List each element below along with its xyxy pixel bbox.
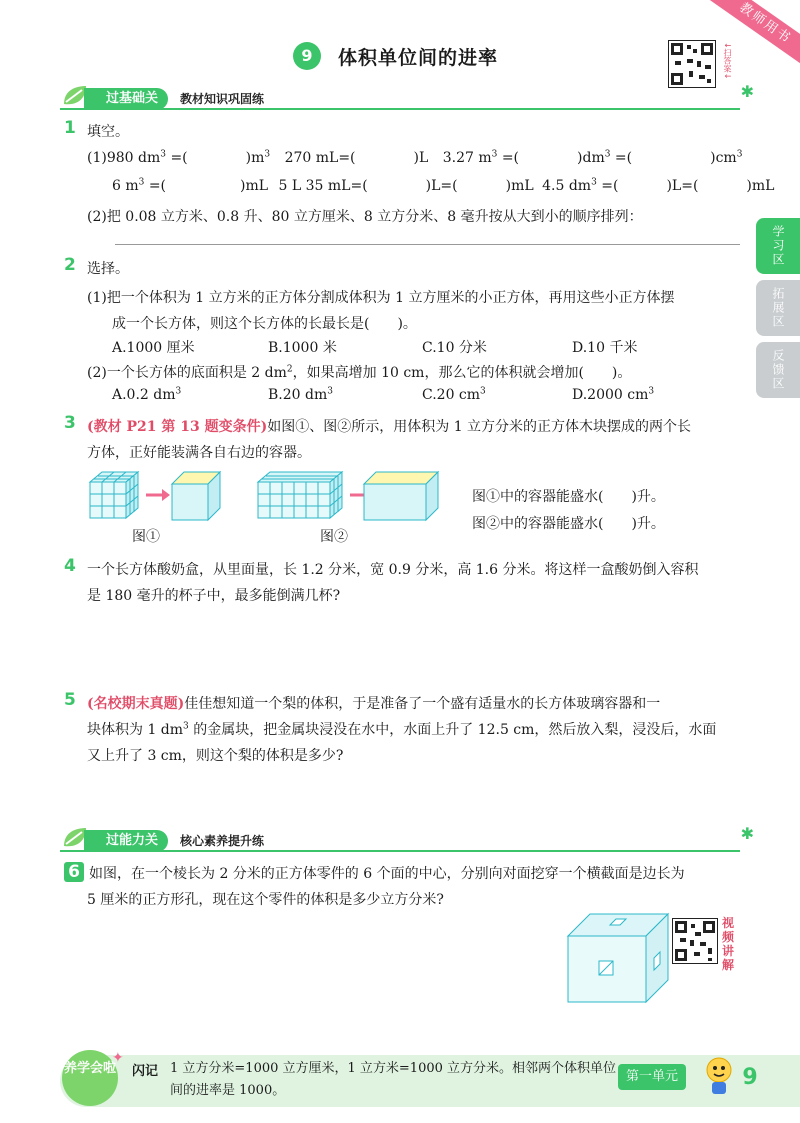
question-number-6: 6 bbox=[64, 862, 84, 882]
star-icon: ✱ bbox=[740, 82, 754, 101]
option-2b[interactable]: B.20 $dm^3$ bbox=[268, 386, 333, 403]
section-basic-bar bbox=[60, 82, 754, 110]
question-5-text-cont: 块体积为 1 $dm^3$ 的金属块，把金属块浸没在水中，水面上升了 12.5 cm，然后放入梨，浸没后，水面 bbox=[87, 721, 717, 738]
question-4-text: 一个长方体酸奶盒，从里面量，长 1.2 分米，宽 0.9 分米，高 1.6 分米。将这样一盒酸奶倒入容积 bbox=[87, 562, 699, 578]
side-tab-feedback[interactable]: 反馈区 bbox=[756, 342, 800, 398]
figure-2-caption: 图② bbox=[320, 529, 348, 545]
side-tab-extend[interactable]: 拓展区 bbox=[756, 280, 800, 336]
question-number-1: 1 bbox=[64, 118, 76, 138]
cube-block-figure-1 bbox=[90, 472, 138, 518]
lesson-number-badge: 9 bbox=[293, 42, 321, 70]
container-figure-1 bbox=[172, 472, 220, 520]
option-1d[interactable]: D.10 千米 bbox=[572, 340, 638, 356]
question-2-part-2: (2)一个长方体的底面积是 2 $dm^2$，如果高增加 10 cm，那么它的体积就会增加( )。 bbox=[87, 364, 632, 381]
video-explanation-label[interactable]: 视频讲解 bbox=[722, 916, 735, 972]
option-2c[interactable]: C.20 $cm^3$ bbox=[422, 386, 486, 403]
side-tab-study[interactable]: 学习区 bbox=[756, 218, 800, 274]
sparkle-icon: ✦ bbox=[112, 1050, 124, 1066]
question-6-text: 如图，在一个棱长为 2 分米的正方体零件的 6 个面的中心，分别向对面挖穿一个横截面是边长为 bbox=[89, 866, 685, 882]
answer-line[interactable] bbox=[115, 244, 740, 245]
page-number: 9 bbox=[742, 1065, 758, 1090]
option-1b[interactable]: B.1000 米 bbox=[268, 340, 337, 356]
footer-flash-text: 1 立方分米=1000 立方厘米，1 立方米=1000 立方分米。相邻两个体积单位间的进率是 1000。 bbox=[170, 1061, 617, 1098]
question-2-stem: 选择。 bbox=[87, 261, 129, 277]
option-2a[interactable]: A.0.2 $dm^3$ bbox=[112, 386, 182, 403]
figure-1-caption: 图① bbox=[132, 529, 160, 545]
question-number-4: 4 bbox=[64, 556, 76, 576]
question-3-answer-1[interactable]: 图①中的容器能盛水( )升。 bbox=[472, 489, 665, 505]
question-3-answer-2[interactable]: 图②中的容器能盛水( )升。 bbox=[472, 516, 665, 532]
section-basic-subtitle: 教材知识巩固练 bbox=[180, 92, 265, 106]
container-figure-2 bbox=[364, 472, 438, 520]
question-3-text: (教材 P21 第 13 题变条件)如图①、图②所示，用体积为 1 立方分米的正方体木块摆成的两个长 bbox=[87, 419, 692, 435]
question-number-5: 5 bbox=[64, 690, 76, 710]
question-4-text-cont: 是 180 毫升的杯子中，最多能倒满几杯? bbox=[87, 588, 341, 604]
section-basic-tag: 过基础关 bbox=[84, 88, 168, 110]
video-qr-code[interactable] bbox=[672, 918, 718, 968]
option-1a[interactable]: A.1000 厘米 bbox=[112, 340, 195, 356]
question-number-3: 3 bbox=[64, 413, 76, 433]
section-ability-tag: 过能力关 bbox=[84, 830, 168, 852]
question-3-text-cont: 方体，正好能装满各自右边的容器。 bbox=[87, 445, 311, 461]
question-1-line-1: (1)980 $dm^3$ =( )$m^3$ 270 mL=( )L 3.27 $m^3$ =( )$dm^3$ =( )$cm^3$ bbox=[87, 149, 743, 166]
question-5-text: (名校期末真题)佳佳想知道一个梨的体积，于是准备了一个盛有适量水的长方体玻璃容器和一 bbox=[87, 696, 661, 712]
qr-caption: ↓扫答案↓ bbox=[723, 42, 732, 80]
option-1c[interactable]: C.10 分米 bbox=[422, 340, 487, 356]
footer-badge: 养学会啦 bbox=[62, 1050, 118, 1106]
section-ability-bar bbox=[60, 824, 754, 852]
source-tag: (教材 P21 第 13 题变条件) bbox=[87, 419, 268, 435]
option-2d[interactable]: D.2000 $cm^3$ bbox=[572, 386, 655, 403]
question-1-line-2: 6 $m^3$ =( )mL 5 L 35 mL=( )L=( )mL 4.5 $dm^3$ =( )L=( )mL bbox=[112, 177, 775, 194]
question-number-2: 2 bbox=[64, 255, 76, 275]
teacher-edition-tag: 教师用书 bbox=[705, 0, 800, 71]
star-icon: ✱ bbox=[740, 824, 754, 843]
question-1-part-2: (2)把 0.08 立方米、0.8 升、80 立方厘米、8 立方分米、8 毫升按从大到小的顺序排列： bbox=[87, 209, 643, 225]
question-5-text-end: 又上升了 3 cm，则这个梨的体积是多少? bbox=[87, 748, 344, 764]
qr-code-icon bbox=[672, 918, 718, 964]
answer-qr-code[interactable] bbox=[668, 40, 716, 92]
question-2-part-1: (1)把一个体积为 1 立方米的正方体分割成体积为 1 立方厘米的小正方体，再用这些小正方体摆 bbox=[87, 290, 675, 306]
question-2-part-1-cont: 成一个长方体，则这个长方体的长最长是( )。 bbox=[112, 316, 417, 332]
unit-label: 第一单元 bbox=[618, 1064, 686, 1090]
qr-code-icon bbox=[668, 40, 716, 88]
footer-flash-label: 闪记 bbox=[132, 1064, 159, 1079]
source-tag: (名校期末真题) bbox=[87, 696, 185, 712]
question-1-stem: 填空。 bbox=[87, 124, 129, 140]
question-6-text-cont: 5 厘米的正方形孔，现在这个零件的体积是多少立方分米? bbox=[87, 892, 444, 908]
page-title: 体积单位间的进率 bbox=[338, 47, 499, 69]
question-6-cube-figure bbox=[566, 912, 670, 1004]
section-ability-subtitle: 核心素养提升练 bbox=[180, 834, 265, 848]
cube-block-figure-2 bbox=[258, 472, 342, 518]
